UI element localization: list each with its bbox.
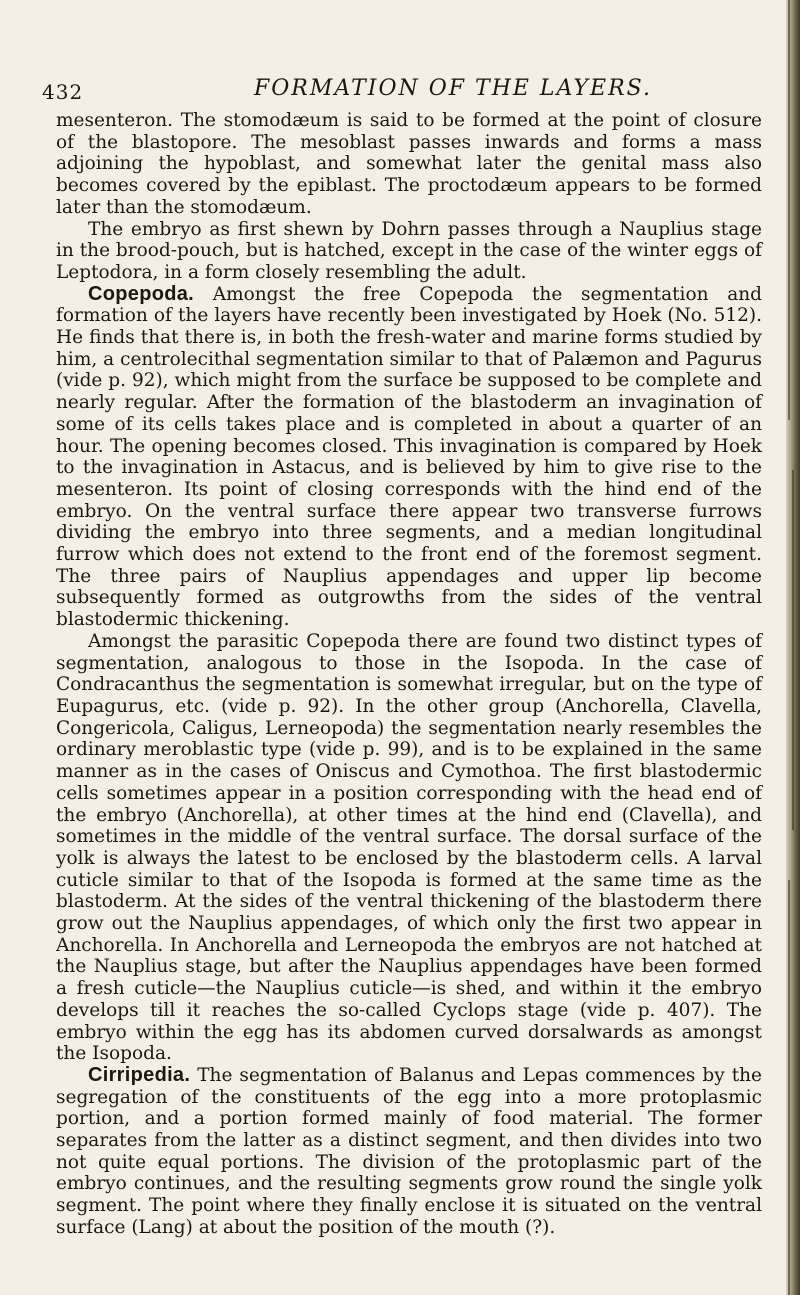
page-number: 432: [42, 80, 84, 104]
running-title: FORMATION OF THE LAYERS.: [254, 76, 652, 101]
paragraph: [56, 110, 762, 219]
paragraph-copepoda: [56, 284, 762, 631]
paragraph-text: Amongst the parasitic Copepoda there are found two distinct types of segmentation, analogous to those in the Isopoda. In the case of Condracanthus the segmentation is somewhat irregular, but on the type of Eupagurus, etc. (vide p. 92). In the other group (Anchorella, Clavella, Congericola, Caligus, Lerneopoda) the segmentation nearly resembles the ordinary meroblastic type (vide p. 99), and is to be explained in the same manner as in the cases of Oniscus and Cymothoa. The first blastodermic cells sometimes appear in a position corresponding with the head end of the embryo (Anchorella), at other times at the hind end (Clavella), and sometimes in the middle of the ventral surface. The dorsal surface of the yolk is always the latest to be enclosed by the blastoderm cells. A larval cuticle similar to that of the Isopoda is formed at the same time as the blastoderm. At the sides of the ventral thickening of the blastoderm there grow out the Nauplius appendages, of which only the first two appear in Anchorella. In Anchorella and Lerneopoda the embryos are not hatched at the Nauplius stage, but after the Nauplius appendages have been formed a fresh cuticle—the Nauplius cuticle—is shed, and within it the embryo develops till it reaches the so-called Cyclops stage (vide p. 407). The embryo within the egg has its abdomen curved dorsalwards as amongst the Isopoda.: [56, 630, 762, 1065]
edge-line: [788, 0, 790, 420]
body-text: [56, 110, 762, 1239]
paragraph: [56, 219, 762, 284]
paragraph-cirripedia: [56, 1065, 762, 1239]
section-heading-cirripedia: Cirripedia.: [88, 1063, 191, 1086]
paragraph-text: The segmentation of Balanus and Lepas commences by the segregation of the constituents of the egg into a more protoplasmic portion, and a portion formed mainly of food material. The former separates from the latter as a distinct segment, and then divides into two not quite equal portions. The division of the protoplasmic part of the embryo continues, and the resulting segments grow round the single yolk segment. The point where they finally enclose it is situated on the ventral surface (Lang) at about the position of the mouth (?).: [56, 1064, 762, 1238]
paragraph-text: The embryo as first shewn by Dohrn passes through a Nauplius stage in the brood-pouch, but is hatched, except in the case of the winter eggs of Leptodora, in a form closely resembling the adult.: [56, 218, 762, 283]
paragraph-text: mesenteron. The stomodæum is said to be formed at the point of closure of the blastopore. The mesoblast passes inwards and forms a mass adjoining the hypoblast, and somewhat later the genital mass also becomes covered by the epiblast. The proctodæum appears to be formed later than the stomodæum.: [56, 110, 762, 218]
page-edge-shadow: [786, 0, 800, 1295]
section-heading-copepoda: Copepoda.: [88, 282, 195, 305]
edge-line: [788, 880, 790, 1295]
edge-line: [792, 470, 794, 830]
page-header: [42, 76, 762, 104]
paragraph-text: Amongst the free Copepoda the segmentation and formation of the layers have recently been investigated by Hoek (No. 512). He finds that there is, in both the fresh-water and marine forms studied by him, a centrolecithal segmentation similar to that of Palæmon and Pagurus (vide p. 92), which might from the surface be supposed to be complete and nearly regular. After the formation of the blastoderm an invagination of some of its cells takes place and is completed in about a quarter of an hour. The opening becomes closed. This invagination is compared by Hoek to the invagination in Astacus, and is believed by him to give rise to the mesenteron. Its point of closing corresponds with the hind end of the embryo. On the ventral surface there appear two transverse furrows dividing the embryo into three segments, and a median longitudinal furrow which does not extend to the front end of the foremost segment. The three pairs of Nauplius appendages and upper lip become subsequently formed as outgrowths from the sides of the ventral blastodermic thickening.: [56, 283, 762, 631]
paragraph: [56, 631, 762, 1065]
